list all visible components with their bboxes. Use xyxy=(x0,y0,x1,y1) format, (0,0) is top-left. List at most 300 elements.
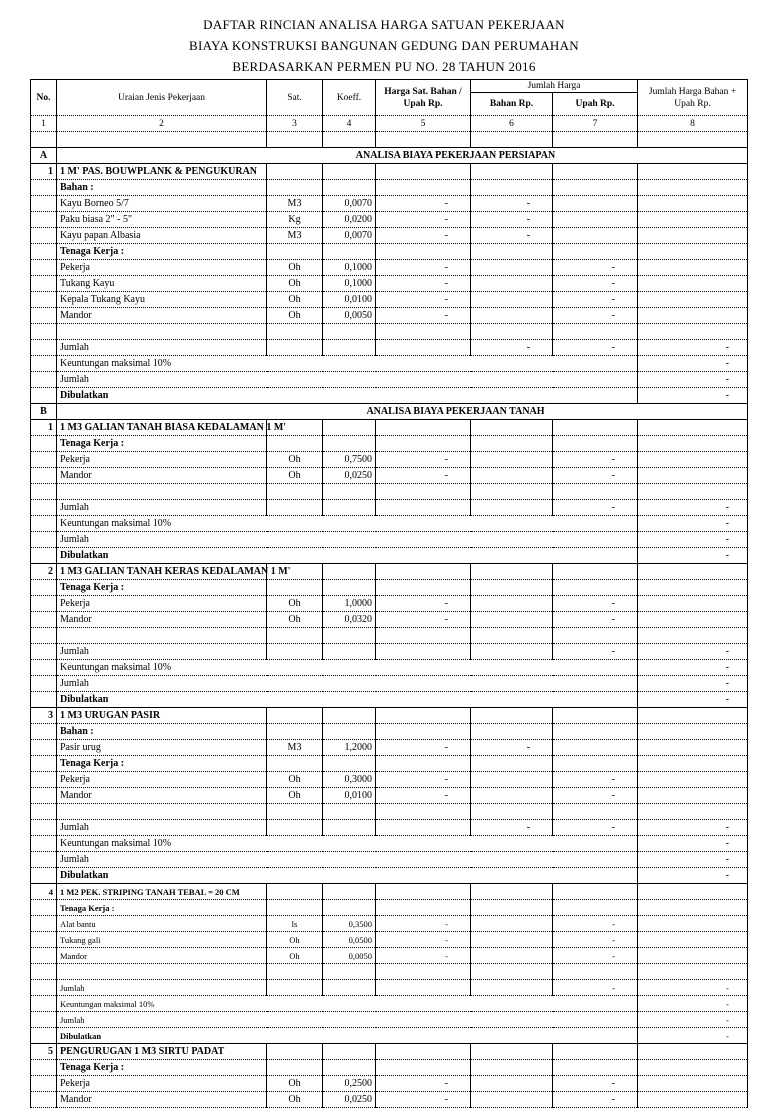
empty-cell xyxy=(31,468,57,484)
line-item-row xyxy=(31,452,748,468)
empty-cell xyxy=(31,964,57,980)
item-coefficient: 0,0250 xyxy=(323,468,376,484)
item-coefficient: 0,0050 xyxy=(323,308,376,324)
bahan-value xyxy=(471,452,553,468)
upah-value: - xyxy=(553,468,638,484)
item-number: 1 xyxy=(31,164,57,180)
empty-cell xyxy=(638,1060,748,1076)
empty-cell xyxy=(323,756,376,772)
item-unit: M3 xyxy=(267,196,323,212)
empty-cell xyxy=(638,468,748,484)
item-unit: M3 xyxy=(267,228,323,244)
empty-cell xyxy=(553,244,638,260)
item-title-row xyxy=(31,420,748,436)
keuntungan-row xyxy=(31,836,748,852)
dibulatkan-row xyxy=(31,1028,748,1044)
empty-cell xyxy=(31,292,57,308)
item-unit: Oh xyxy=(267,260,323,276)
dibulatkan-row xyxy=(31,388,748,404)
item-unit: Oh xyxy=(267,468,323,484)
keuntungan-label: Keuntungan maksimal 10% xyxy=(57,660,638,676)
item-coefficient: 0,7500 xyxy=(323,452,376,468)
line-item-row xyxy=(31,788,748,804)
empty-cell xyxy=(31,612,57,628)
empty-cell xyxy=(553,724,638,740)
upah-value xyxy=(553,212,638,228)
empty-cell xyxy=(638,196,748,212)
bahan-value xyxy=(471,1076,553,1092)
item-coefficient: 0,0100 xyxy=(323,788,376,804)
bahan-value xyxy=(471,948,553,964)
empty-cell xyxy=(31,340,57,356)
colnum: 3 xyxy=(267,116,323,132)
empty-cell xyxy=(471,164,553,180)
header-no: No. xyxy=(31,80,57,116)
empty-cell xyxy=(323,244,376,260)
group-label-row xyxy=(31,580,748,596)
item-title-row xyxy=(31,1044,748,1060)
jumlah-after-label: Jumlah xyxy=(57,852,638,868)
empty-cell xyxy=(376,500,471,516)
empty-cell xyxy=(323,324,376,340)
header-koeff: Koeff. xyxy=(323,80,376,116)
empty-cell xyxy=(471,1044,553,1060)
upah-value: - xyxy=(553,260,638,276)
section-row xyxy=(31,148,748,164)
empty-cell xyxy=(638,420,748,436)
item-unit: Oh xyxy=(267,292,323,308)
dibulatkan-value: - xyxy=(638,868,748,884)
item-coefficient: 0,0320 xyxy=(323,612,376,628)
jumlah-bahan xyxy=(471,500,553,516)
jumlah-upah: - xyxy=(553,980,638,996)
empty-cell xyxy=(638,308,748,324)
item-coefficient: 0,0070 xyxy=(323,228,376,244)
empty-cell xyxy=(31,996,57,1012)
empty-cell xyxy=(31,868,57,884)
dibulatkan-value: - xyxy=(638,1028,748,1044)
header-harga-sat: Harga Sat. Bahan / Upah Rp. xyxy=(376,80,471,116)
empty-cell xyxy=(471,708,553,724)
jumlah-after-row xyxy=(31,372,748,388)
bahan-value: - xyxy=(471,196,553,212)
upah-value: - xyxy=(553,932,638,948)
empty-cell xyxy=(638,708,748,724)
empty-cell xyxy=(638,740,748,756)
jumlah-label: Jumlah xyxy=(57,500,267,516)
empty-cell xyxy=(376,900,471,916)
line-item-row xyxy=(31,260,748,276)
empty-cell xyxy=(31,132,57,148)
item-coefficient: 0,3000 xyxy=(323,772,376,788)
empty-cell xyxy=(553,580,638,596)
item-name: Tukang Kayu xyxy=(57,276,267,292)
harga-sat-value: - xyxy=(376,948,471,964)
jumlah-after-value: - xyxy=(638,852,748,868)
empty-cell xyxy=(31,180,57,196)
keuntungan-value: - xyxy=(638,516,748,532)
line-item-row xyxy=(31,948,748,964)
dibulatkan-label: Dibulatkan xyxy=(57,1028,638,1044)
empty-cell xyxy=(31,276,57,292)
empty-cell xyxy=(638,260,748,276)
item-title: 1 M3 URUGAN PASIR xyxy=(57,708,267,724)
jumlah-bahan xyxy=(471,644,553,660)
empty-cell xyxy=(638,564,748,580)
empty-cell xyxy=(31,724,57,740)
line-item-row xyxy=(31,612,748,628)
jumlah-after-row xyxy=(31,852,748,868)
line-item-row xyxy=(31,596,748,612)
upah-value: - xyxy=(553,788,638,804)
empty-cell xyxy=(638,244,748,260)
jumlah-row xyxy=(31,644,748,660)
jumlah-after-label: Jumlah xyxy=(57,372,638,388)
item-number: 5 xyxy=(31,1044,57,1060)
item-name: Mandor xyxy=(57,308,267,324)
jumlah-total: - xyxy=(638,980,748,996)
empty-cell xyxy=(31,388,57,404)
bahan-value: - xyxy=(471,228,553,244)
empty-cell xyxy=(31,1076,57,1092)
empty-cell xyxy=(376,324,471,340)
harga-sat-value: - xyxy=(376,292,471,308)
empty-cell xyxy=(31,580,57,596)
item-name: Pekerja xyxy=(57,772,267,788)
bahan-value: - xyxy=(471,740,553,756)
empty-cell xyxy=(31,484,57,500)
empty-cell xyxy=(553,1044,638,1060)
empty-cell xyxy=(323,964,376,980)
empty-cell xyxy=(638,292,748,308)
item-name: Paku biasa 2" - 5" xyxy=(57,212,267,228)
line-item-row xyxy=(31,772,748,788)
header-uraian: Uraian Jenis Pekerjaan xyxy=(57,80,267,116)
empty-cell xyxy=(31,212,57,228)
jumlah-row xyxy=(31,340,748,356)
item-coefficient: 0,0070 xyxy=(323,196,376,212)
empty-cell xyxy=(323,708,376,724)
bahan-value xyxy=(471,916,553,932)
title-line-1: DAFTAR RINCIAN ANALISA HARGA SATUAN PEKERJAAN xyxy=(203,17,565,32)
empty-cell xyxy=(638,324,748,340)
item-name: Kayu papan Albasia xyxy=(57,228,267,244)
dibulatkan-row xyxy=(31,548,748,564)
item-title: 1 M' PAS. BOUWPLANK & PENGUKURAN xyxy=(57,164,267,180)
jumlah-label: Jumlah xyxy=(57,340,267,356)
item-unit: Oh xyxy=(267,596,323,612)
jumlah-after-value: - xyxy=(638,676,748,692)
empty-cell xyxy=(471,884,553,900)
spacer-row xyxy=(31,132,748,148)
empty-cell xyxy=(57,484,267,500)
item-name: Mandor xyxy=(57,948,267,964)
line-item-row xyxy=(31,740,748,756)
upah-value: - xyxy=(553,308,638,324)
item-name: Pasir urug xyxy=(57,740,267,756)
jumlah-after-value: - xyxy=(638,1012,748,1028)
empty-cell xyxy=(31,852,57,868)
bahan-value xyxy=(471,260,553,276)
empty-cell xyxy=(267,180,323,196)
line-item-row xyxy=(31,1076,748,1092)
empty-cell xyxy=(267,244,323,260)
empty-cell xyxy=(376,884,471,900)
empty-cell xyxy=(267,756,323,772)
empty-cell xyxy=(31,244,57,260)
empty-cell xyxy=(31,820,57,836)
empty-cell xyxy=(376,628,471,644)
empty-cell xyxy=(376,132,471,148)
item-unit: Oh xyxy=(267,772,323,788)
jumlah-row xyxy=(31,980,748,996)
item-coefficient: 0,0250 xyxy=(323,1092,376,1108)
upah-value xyxy=(553,740,638,756)
empty-cell xyxy=(376,420,471,436)
empty-cell xyxy=(376,580,471,596)
harga-sat-value: - xyxy=(376,308,471,324)
jumlah-after-row xyxy=(31,1012,748,1028)
jumlah-after-label: Jumlah xyxy=(57,1012,638,1028)
empty-cell xyxy=(31,900,57,916)
line-item-row xyxy=(31,196,748,212)
empty-cell xyxy=(57,324,267,340)
colnum: 1 xyxy=(31,116,57,132)
spacer-row xyxy=(31,484,748,500)
column-number-row xyxy=(31,116,748,132)
empty-cell xyxy=(553,884,638,900)
empty-cell xyxy=(638,884,748,900)
empty-cell xyxy=(553,324,638,340)
empty-cell xyxy=(31,1028,57,1044)
line-item-row xyxy=(31,308,748,324)
empty-cell xyxy=(267,804,323,820)
line-item-row xyxy=(31,212,748,228)
empty-cell xyxy=(638,276,748,292)
empty-cell xyxy=(323,980,376,996)
empty-cell xyxy=(267,340,323,356)
harga-sat-value: - xyxy=(376,468,471,484)
empty-cell xyxy=(471,900,553,916)
empty-cell xyxy=(638,436,748,452)
bahan-value xyxy=(471,1092,553,1108)
upah-value: - xyxy=(553,916,638,932)
empty-cell xyxy=(471,628,553,644)
empty-cell xyxy=(323,164,376,180)
analysis-table xyxy=(30,79,748,1108)
item-coefficient: 0,1000 xyxy=(323,260,376,276)
group-label: Bahan : xyxy=(57,180,267,196)
jumlah-total: - xyxy=(638,500,748,516)
empty-cell xyxy=(638,452,748,468)
group-label: Tenaga Kerja : xyxy=(57,900,267,916)
empty-cell xyxy=(376,756,471,772)
empty-cell xyxy=(267,484,323,500)
item-unit: Kg xyxy=(267,212,323,228)
empty-cell xyxy=(471,132,553,148)
dibulatkan-value: - xyxy=(638,388,748,404)
upah-value: - xyxy=(553,1092,638,1108)
empty-cell xyxy=(31,324,57,340)
empty-cell xyxy=(31,676,57,692)
empty-cell xyxy=(323,436,376,452)
section-title: ANALISA BIAYA PEKERJAAN TANAH xyxy=(57,404,748,420)
keuntungan-value: - xyxy=(638,836,748,852)
keuntungan-row xyxy=(31,996,748,1012)
group-label-row xyxy=(31,1060,748,1076)
jumlah-bahan: - xyxy=(471,340,553,356)
empty-cell xyxy=(267,724,323,740)
keuntungan-label: Keuntungan maksimal 10% xyxy=(57,836,638,852)
item-unit: Oh xyxy=(267,932,323,948)
item-unit: Oh xyxy=(267,1076,323,1092)
group-label-row xyxy=(31,900,748,916)
empty-cell xyxy=(323,1060,376,1076)
empty-cell xyxy=(31,548,57,564)
empty-cell xyxy=(31,660,57,676)
empty-cell xyxy=(323,644,376,660)
header-jumlah-harga: Jumlah Harga xyxy=(471,80,638,93)
upah-value: - xyxy=(553,292,638,308)
empty-cell xyxy=(267,900,323,916)
item-unit: Oh xyxy=(267,452,323,468)
empty-cell xyxy=(638,164,748,180)
empty-cell xyxy=(376,980,471,996)
harga-sat-value: - xyxy=(376,196,471,212)
empty-cell xyxy=(31,452,57,468)
item-title-row xyxy=(31,708,748,724)
group-label-row xyxy=(31,436,748,452)
empty-cell xyxy=(31,948,57,964)
item-number: 3 xyxy=(31,708,57,724)
empty-cell xyxy=(376,804,471,820)
jumlah-row xyxy=(31,500,748,516)
empty-cell xyxy=(376,244,471,260)
item-unit: M3 xyxy=(267,740,323,756)
empty-cell xyxy=(553,484,638,500)
harga-sat-value: - xyxy=(376,740,471,756)
colnum: 4 xyxy=(323,116,376,132)
empty-cell xyxy=(57,804,267,820)
item-coefficient: 0,2500 xyxy=(323,1076,376,1092)
upah-value: - xyxy=(553,1076,638,1092)
empty-cell xyxy=(31,196,57,212)
empty-cell xyxy=(323,580,376,596)
jumlah-upah: - xyxy=(553,500,638,516)
table-header-row xyxy=(31,80,748,93)
line-item-row xyxy=(31,228,748,244)
empty-cell xyxy=(267,500,323,516)
item-name: Mandor xyxy=(57,788,267,804)
empty-cell xyxy=(267,132,323,148)
empty-cell xyxy=(31,932,57,948)
item-coefficient: 0,3500 xyxy=(323,916,376,932)
item-name: Mandor xyxy=(57,468,267,484)
empty-cell xyxy=(376,164,471,180)
bahan-value: - xyxy=(471,212,553,228)
empty-cell xyxy=(323,724,376,740)
item-title: PENGURUGAN 1 M3 SIRTU PADAT xyxy=(57,1044,267,1060)
upah-value xyxy=(553,196,638,212)
line-item-row xyxy=(31,1092,748,1108)
empty-cell xyxy=(31,740,57,756)
harga-sat-value: - xyxy=(376,932,471,948)
empty-cell xyxy=(376,1044,471,1060)
empty-cell xyxy=(638,932,748,948)
jumlah-total: - xyxy=(638,340,748,356)
harga-sat-value: - xyxy=(376,276,471,292)
dibulatkan-label: Dibulatkan xyxy=(57,868,638,884)
empty-cell xyxy=(31,788,57,804)
item-name: Mandor xyxy=(57,1092,267,1108)
empty-cell xyxy=(267,644,323,660)
harga-sat-value: - xyxy=(376,788,471,804)
empty-cell xyxy=(638,596,748,612)
empty-cell xyxy=(31,516,57,532)
empty-cell xyxy=(638,1044,748,1060)
empty-cell xyxy=(31,772,57,788)
item-name: Kepala Tukang Kayu xyxy=(57,292,267,308)
empty-cell xyxy=(638,804,748,820)
spacer-row xyxy=(31,324,748,340)
empty-cell xyxy=(638,900,748,916)
document-title xyxy=(0,14,768,77)
empty-cell xyxy=(376,708,471,724)
dibulatkan-row xyxy=(31,868,748,884)
keuntungan-label: Keuntungan maksimal 10% xyxy=(57,996,638,1012)
item-name: Mandor xyxy=(57,612,267,628)
group-label: Tenaga Kerja : xyxy=(57,580,267,596)
group-label-row xyxy=(31,180,748,196)
empty-cell xyxy=(638,916,748,932)
jumlah-after-row xyxy=(31,532,748,548)
jumlah-after-label: Jumlah xyxy=(57,532,638,548)
empty-cell xyxy=(471,804,553,820)
empty-cell xyxy=(267,628,323,644)
harga-sat-value: - xyxy=(376,612,471,628)
item-unit: Oh xyxy=(267,308,323,324)
empty-cell xyxy=(553,756,638,772)
empty-cell xyxy=(376,436,471,452)
empty-cell xyxy=(323,340,376,356)
empty-cell xyxy=(638,484,748,500)
empty-cell xyxy=(31,692,57,708)
item-coefficient: 0,0050 xyxy=(323,948,376,964)
item-name: Pekerja xyxy=(57,452,267,468)
jumlah-upah: - xyxy=(553,340,638,356)
empty-cell xyxy=(376,724,471,740)
line-item-row xyxy=(31,932,748,948)
empty-cell xyxy=(376,820,471,836)
spacer-row xyxy=(31,964,748,980)
empty-cell xyxy=(553,1060,638,1076)
item-title: 1 M3 GALIAN TANAH KERAS KEDALAMAN 1 M' xyxy=(57,564,267,580)
jumlah-after-row xyxy=(31,676,748,692)
empty-cell xyxy=(471,724,553,740)
item-name: Pekerja xyxy=(57,260,267,276)
empty-cell xyxy=(31,916,57,932)
empty-cell xyxy=(553,564,638,580)
header-jumlah-total: Jumlah Harga Bahan + Upah Rp. xyxy=(638,80,748,116)
empty-cell xyxy=(638,180,748,196)
header-upah: Upah Rp. xyxy=(553,93,638,116)
bahan-value xyxy=(471,772,553,788)
empty-cell xyxy=(267,1044,323,1060)
empty-cell xyxy=(471,324,553,340)
dibulatkan-value: - xyxy=(638,548,748,564)
empty-cell xyxy=(471,564,553,580)
bahan-value xyxy=(471,788,553,804)
